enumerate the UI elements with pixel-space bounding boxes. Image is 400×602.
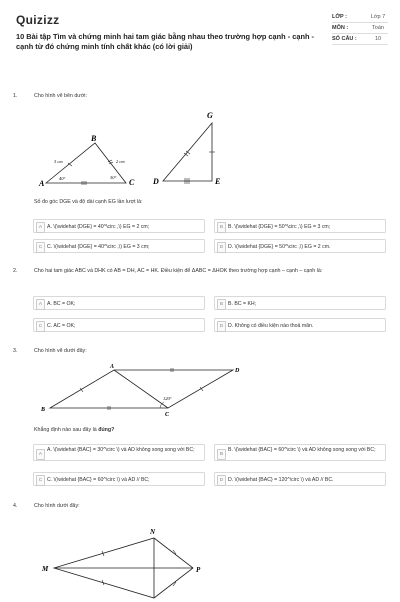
question-text: Cho hai tam giác ABC và DHK có AB = DH, AC = HK. Điều kiện để ΔABC = ΔHOK theo trường hợp cạnh – cạnh – cạnh là: xyxy=(34,268,323,274)
question-prompt: Số đo góc DGE và độ dài cạnh EG lần lượt là: xyxy=(34,199,143,205)
question-number: 4. xyxy=(13,503,18,509)
option-letter: A xyxy=(36,222,45,233)
label-angA: 40° xyxy=(59,176,66,181)
label-P: P xyxy=(196,566,201,574)
label-B: B xyxy=(91,134,97,143)
option-a[interactable] xyxy=(33,219,205,233)
meta-subject: MÔN : Toán xyxy=(332,23,388,34)
option-b[interactable] xyxy=(214,444,386,461)
option-letter: B xyxy=(217,222,226,233)
option-letter: C xyxy=(36,321,45,332)
label-E: E xyxy=(215,177,221,186)
label-D: D xyxy=(235,368,240,374)
question-text: Cho hình vẽ bên dưới: xyxy=(34,93,87,99)
question-number: 1. xyxy=(13,93,18,99)
meta-question-count: SỐ CÂU : 10 xyxy=(332,34,388,45)
quizizz-logo: Quizizz xyxy=(16,13,60,27)
worksheet-title: 10 Bài tập Tìm và chứng minh hai tam giác bằng nhau theo trường hợp cạnh - cạnh - cạnh từ đó chứng minh tính chất khác (có lời giải) xyxy=(16,32,314,51)
worksheet-meta xyxy=(332,12,388,45)
option-b[interactable] xyxy=(214,296,386,310)
question-prompt: Khẳng định nào sau đây là đúng? xyxy=(34,427,115,433)
question-text: Cho hình vẽ dưới đây: xyxy=(34,348,87,354)
option-text: A. \(\widehat {BAC} = 30^\circ \) và AD không song song với BC; xyxy=(47,447,195,453)
option-letter: C xyxy=(36,475,45,486)
option-letter: B xyxy=(217,449,226,460)
option-text: B. \(\widehat {DGE} = 50^\circ ,\) EG = 3 cm; xyxy=(228,223,331,230)
label-A: A xyxy=(39,179,45,188)
label-C: C xyxy=(165,412,170,418)
option-letter: D xyxy=(217,242,226,253)
label-M: M xyxy=(42,565,49,573)
label-G: G xyxy=(207,111,213,120)
q3-figure xyxy=(36,360,256,420)
label-bc: 2 cm xyxy=(116,159,125,164)
option-b[interactable] xyxy=(214,219,386,233)
option-d[interactable] xyxy=(214,239,386,253)
option-text: A. BC = OK; xyxy=(47,300,76,307)
option-text: A. \(\widehat {DGE} = 40^\circ ,\) EG = 2 cm; xyxy=(47,223,150,230)
label-D: D xyxy=(153,177,159,186)
option-letter: D xyxy=(217,321,226,332)
label-C: C xyxy=(129,178,135,187)
option-text: C. \(\widehat {BAC} = 60^\circ \) và AD // BC; xyxy=(47,476,150,483)
label-B: B xyxy=(41,407,46,413)
option-c[interactable] xyxy=(33,318,205,332)
q1-figure xyxy=(30,105,230,190)
option-text: D. \(\widehat {DGE} = 50^\circ ,\) EG = 2 cm. xyxy=(228,243,331,250)
option-letter: D xyxy=(217,475,226,486)
label-angle: 120° xyxy=(163,396,172,401)
option-a[interactable] xyxy=(33,296,205,310)
option-text: D. \(\widehat {BAC} = 120^\circ \) và AD // BC. xyxy=(228,476,334,483)
question-text: Cho hình dưới đây: xyxy=(34,503,80,509)
option-text: B. \(\widehat {BAC} = 60^\circ \) và AD không song song với BC; xyxy=(228,447,376,453)
meta-grade: LỚP : Lớp 7 xyxy=(332,12,388,23)
label-A: A xyxy=(110,364,115,370)
option-c[interactable] xyxy=(33,472,205,486)
option-text: B. BC = KH; xyxy=(228,300,257,307)
option-a[interactable] xyxy=(33,444,205,461)
label-angC: 30° xyxy=(110,175,117,180)
option-letter: B xyxy=(217,299,226,310)
option-text: C. AC = OK; xyxy=(47,322,76,329)
q4-figure xyxy=(36,522,236,602)
option-text: D. Không có điều kiện nào thoả mãn. xyxy=(228,322,314,329)
label-ab: 3 cm xyxy=(54,159,63,164)
option-c[interactable] xyxy=(33,239,205,253)
question-number: 3. xyxy=(13,348,18,354)
option-d[interactable] xyxy=(214,472,386,486)
option-letter: A xyxy=(36,449,45,460)
option-letter: A xyxy=(36,299,45,310)
option-letter: C xyxy=(36,242,45,253)
option-text: C. \(\widehat {DGE} = 40^\circ ,\) EG = 3 cm; xyxy=(47,243,150,250)
worksheet-header xyxy=(0,0,400,72)
option-d[interactable] xyxy=(214,318,386,332)
question-number: 2. xyxy=(13,268,18,274)
label-N: N xyxy=(150,528,156,536)
